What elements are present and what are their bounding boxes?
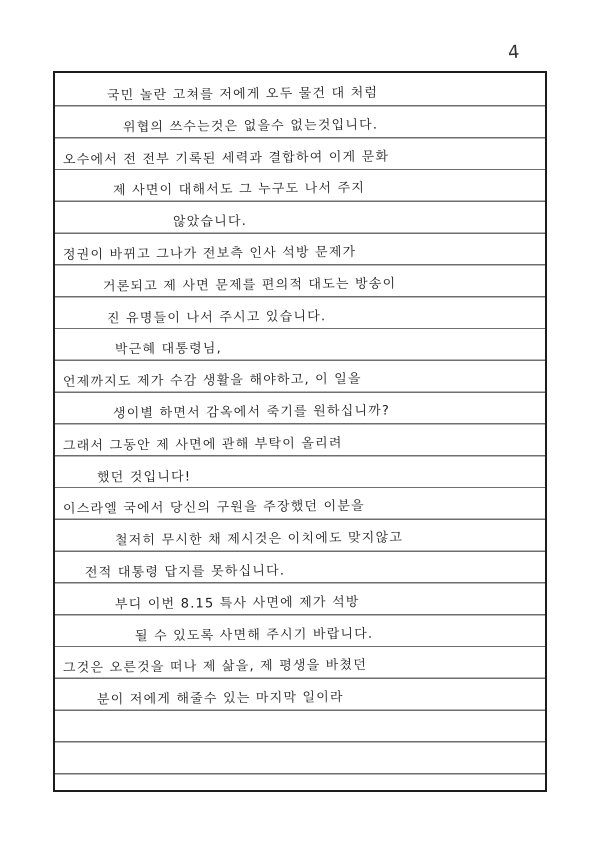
handwritten-line: 그래서 그동안 제 사면에 관해 부탁이 올리려 bbox=[62, 435, 343, 454]
handwritten-line: 거론되고 제 사면 문제를 편의적 대도는 방송이 bbox=[102, 276, 397, 295]
handwritten-line: 국민 놀란 고쳐를 저에게 오두 물건 대 처럼 bbox=[106, 85, 379, 104]
handwritten-line: 않았습니다. bbox=[172, 214, 248, 230]
handwritten-line: 오수에서 전 전부 기록된 세력과 결합하여 이게 문화 bbox=[62, 149, 390, 168]
page-number: 4 bbox=[507, 41, 521, 64]
handwritten-line: 이스라엘 국에서 당신의 구원을 주장했던 이분을 bbox=[62, 499, 365, 518]
handwritten-line: 그것은 오른것을 떠나 제 삶을, 제 평생을 바쳤던 bbox=[62, 658, 368, 677]
lined-paper-frame bbox=[53, 71, 547, 792]
handwritten-line: 위협의 쓰수는것은 없을수 없는것입니다. bbox=[122, 117, 379, 136]
handwritten-text-block bbox=[55, 73, 545, 790]
handwritten-line: 철저히 무시한 채 제시것은 이치에도 맞지않고 bbox=[114, 530, 404, 549]
handwritten-line: 박근혜 대통령님, bbox=[114, 341, 223, 358]
handwritten-line: 언제까지도 제가 수감 생활을 해야하고, 이 일을 bbox=[62, 371, 362, 391]
handwritten-line: 분이 저에게 해줄수 있는 마지막 일이라 bbox=[96, 690, 344, 708]
handwritten-line: 제 사면이 대해서도 그 누구도 나서 주지 bbox=[112, 181, 366, 199]
handwritten-line: 진 유명들이 나서 주시고 있습니다. bbox=[106, 308, 327, 327]
handwritten-line: 생이별 하면서 감옥에서 죽기를 원하십니까? bbox=[112, 403, 391, 422]
handwritten-line: 될 수 있도록 사면해 주시기 바랍니다. bbox=[134, 626, 374, 644]
handwritten-line: 정권이 바뀌고 그나가 전보측 인사 석방 문제가 bbox=[62, 244, 357, 263]
handwritten-line: 했던 것입니다! bbox=[96, 469, 192, 486]
handwritten-line: 전적 대통령 답지를 못하십니다. bbox=[84, 563, 286, 581]
handwritten-line: 부디 이번 8.15 특사 사면에 제가 석방 bbox=[114, 594, 360, 613]
